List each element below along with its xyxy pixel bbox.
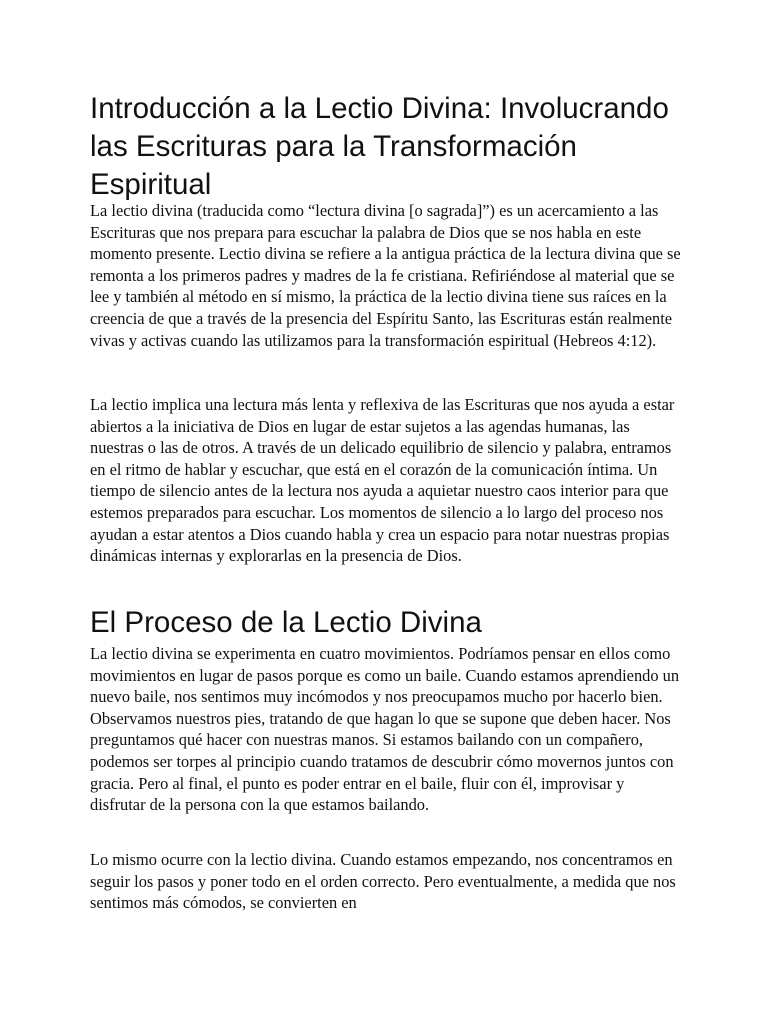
body-paragraph: La lectio implica una lectura más lenta y reflexiva de las Escrituras que nos ayuda a estar abiertos a la iniciativa de Dios en lugar de estar sujetos a las agendas humanas, las nuestras o las de otros. A través de un delicado equilibrio de silencio y palabra, entramos en el ritmo de hablar y escuchar, que está en el corazón de la comunicación íntima. Un tiempo de silencio antes de la lectura nos ayuda a aquietar nuestro caos interior para que estemos preparados para escuchar. Los momentos de silencio a lo largo del proceso nos ayudan a estar atentos a Dios cuando habla y crea un espacio para notar nuestras propias dinámicas internas y explorarlas en la presencia de Dios. [90,395,675,566]
section-heading: El Proceso de la Lectio Divina [90,606,482,639]
body-paragraph: Lo mismo ocurre con la lectio divina. Cuando estamos empezando, nos concentramos en seguir los pasos y poner todo en el orden correcto. Pero eventualmente, a medida que nos sentimos más cómodos, se convierten en [90,850,676,913]
body-paragraph: La lectio divina se experimenta en cuatro movimientos. Podríamos pensar en ellos como movimientos en lugar de pasos porque es como un baile. Cuando estamos aprendiendo un nuevo baile, nos sentimos muy incómodos y nos preocupamos mucho por hacerlo bien. Observamos nuestros pies, tratando de que hagan lo que se supone que deben hacer. Nos preguntamos qué hacer con nuestras manos. Si estamos bailando con un compañero, podemos ser torpes al principio cuando tratamos de descubrir cómo movernos juntos con gracia. Pero al final, el punto es poder entrar en el baile, fluir con él, improvisar y disfrutar de la persona con la que estamos bailando. [90,644,680,815]
document-title: Introducción a la Lectio Divina: Involucrando las Escrituras para la Transformación Espiritual [90,92,669,201]
body-paragraph: La lectio divina (traducida como “lectura divina [o sagrada]”) es un acercamiento a las Escrituras que nos prepara para escuchar la palabra de Dios que se nos habla en este momento presente. Lectio divina se refiere a la antigua práctica de la lectura divina que se remonta a los primeros padres y madres de la fe cristiana. Refiriéndose al material que se lee y también al método en sí mismo, la práctica de la lectio divina tiene sus raíces en la creencia de que a través de la presencia del Espíritu Santo, las Escrituras están realmente vivas y activas cuando las utilizamos para la transformación espiritual (Hebreos 4:12). [90,201,681,350]
